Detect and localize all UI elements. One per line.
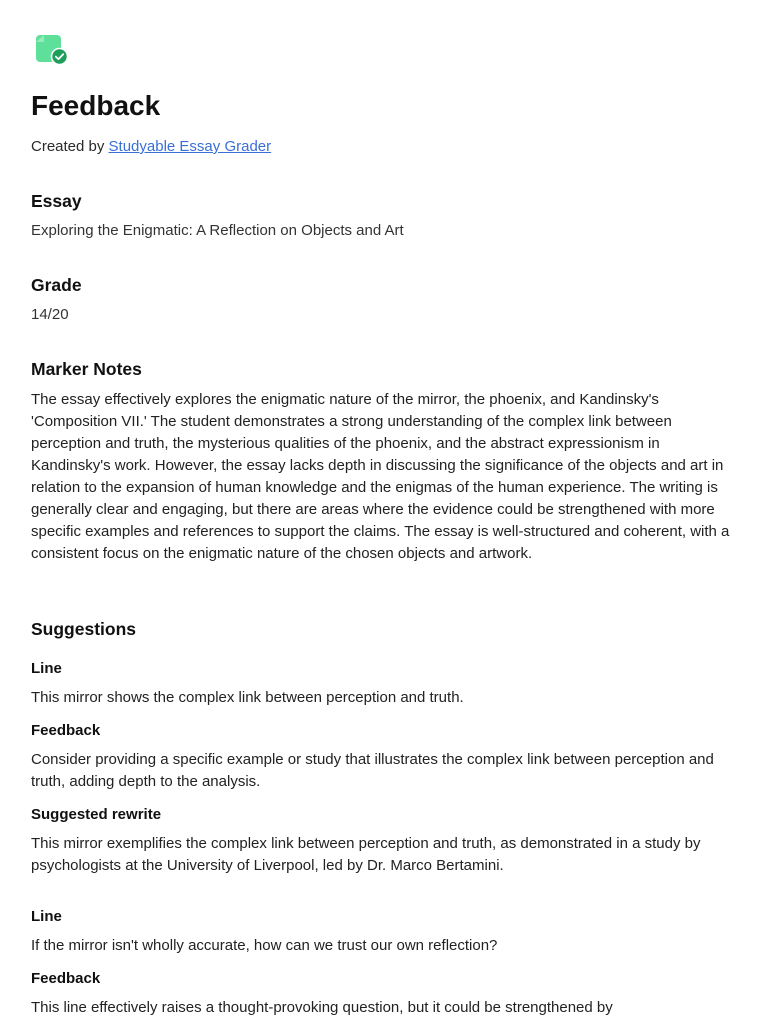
- essay-heading: Essay: [31, 191, 82, 211]
- grade-value: 14/20: [31, 306, 69, 323]
- page-title: Feedback: [31, 90, 161, 121]
- grade-heading: Grade: [31, 275, 82, 295]
- feedback-label: Feedback: [31, 970, 101, 987]
- rewrite-text: This mirror exemplifies the complex link between perception and truth, as demonstrated in a study by psychologists at the University of Liverpool, led by Dr. Marco Bertamini.: [31, 835, 701, 874]
- essay-title: Exploring the Enigmatic: A Reflection on Objects and Art: [31, 222, 404, 239]
- marker-notes-text: The essay effectively explores the enigmatic nature of the mirror, the phoenix, and Kandinsky's 'Composition VII.' The student demonstrates a strong understanding of the complex link between perception and truth, the mysterious qualities of the phoenix, and the abstract expressionism in Kandinsky's work. However, the essay lacks depth in discussing the significance of the objects and art in relation to the expansion of human knowledge and the enigmas of the human experience. The writing is generally clear and engaging, but there are areas where the evidence could be strengthened with more specific examples and references to support the claims. The essay is well-structured and coherent, with a consistent focus on the enigmatic nature of the chosen objects and artwork.: [31, 391, 730, 562]
- feedback-text: This line effectively raises a thought-provoking question, but it could be strengthened by: [31, 999, 613, 1016]
- created-by-prefix: Created by: [31, 138, 109, 155]
- marker-notes-heading: Marker Notes: [31, 359, 142, 379]
- line-text: This mirror shows the complex link between perception and truth.: [31, 689, 464, 706]
- line-label: Line: [31, 660, 62, 677]
- feedback-label: Feedback: [31, 722, 101, 739]
- line-text: If the mirror isn't wholly accurate, how can we trust our own reflection?: [31, 937, 498, 954]
- line-label: Line: [31, 908, 62, 925]
- feedback-text: Consider providing a specific example or study that illustrates the complex link between perception and truth, adding depth to the analysis.: [31, 751, 714, 790]
- suggestions-heading: Suggestions: [31, 619, 137, 639]
- document-check-icon: [35, 33, 69, 65]
- rewrite-label: Suggested rewrite: [31, 806, 162, 823]
- grader-link[interactable]: Studyable Essay Grader: [108, 138, 272, 155]
- created-by: [31, 137, 271, 157]
